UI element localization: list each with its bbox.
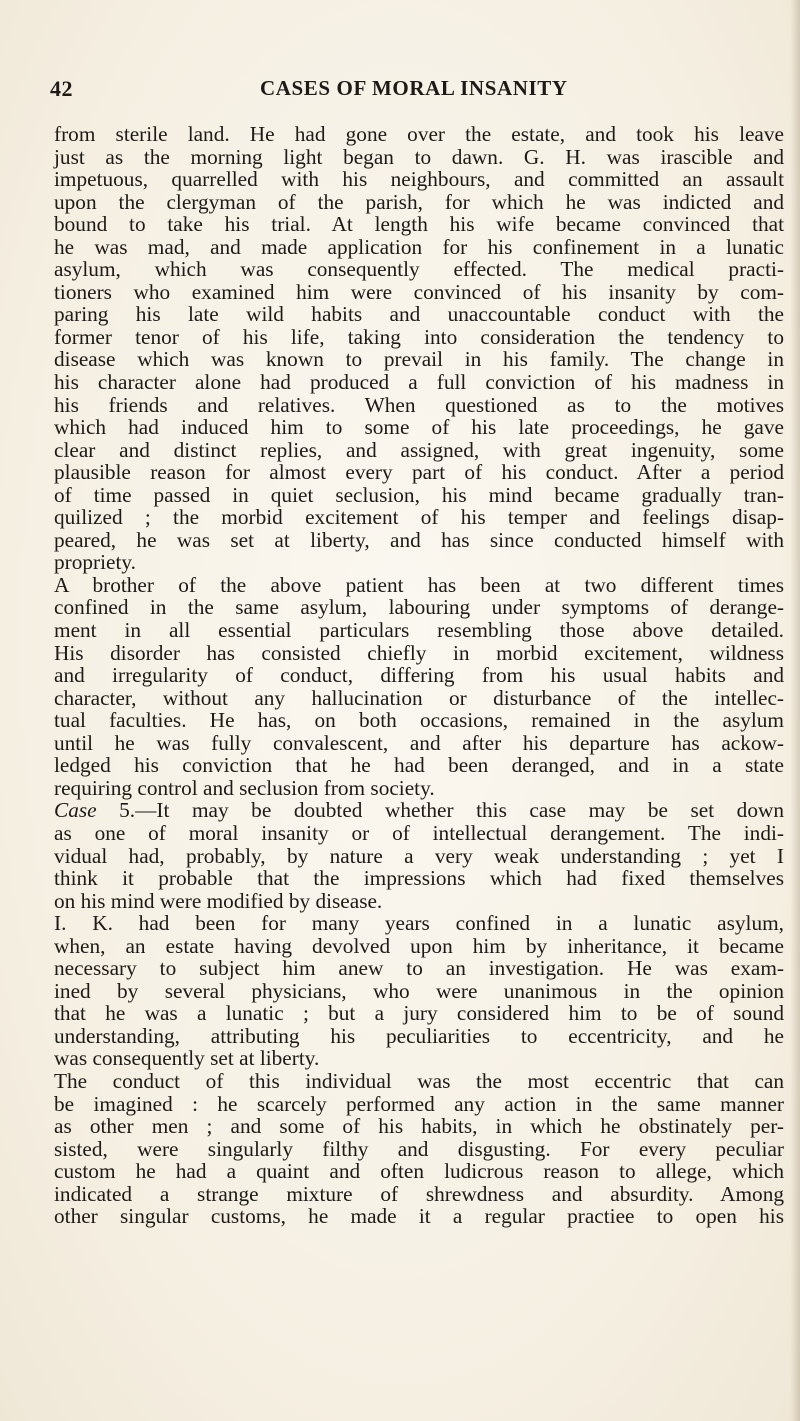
text-line: confined in the same asylum, labouring under symptoms of derange- bbox=[54, 595, 784, 620]
text-line: ment in all essential particulars resembling those above detailed. bbox=[54, 618, 784, 643]
text-line: tual faculties. He has, on both occasions, remained in the asylum bbox=[54, 708, 784, 733]
text-line: of time passed in quiet seclusion, his mind became gradually tran- bbox=[54, 482, 784, 507]
text-line: indicated a strange mixture of shrewdness and absurdity. Among bbox=[54, 1181, 784, 1206]
text-line: as one of moral insanity or of intellectual derangement. The indi- bbox=[54, 820, 784, 845]
text-line: as other men ; and some of his habits, in which he obstinately per- bbox=[54, 1114, 784, 1139]
text-line: just as the morning light began to dawn. G. H. was irascible and bbox=[54, 144, 784, 169]
text-line: custom he had a quaint and often ludicrous reason to allege, which bbox=[54, 1159, 784, 1184]
text-line: ined by several physicians, who were unanimous in the opinion bbox=[54, 978, 784, 1003]
text-line: asylum, which was consequently effected. The medical practi- bbox=[54, 257, 784, 282]
text-line: character, without any hallucination or disturbance of the intellec- bbox=[54, 685, 784, 710]
text-line: impetuous, quarrelled with his neighbours, and committed an assault bbox=[54, 167, 784, 192]
text-line: requiring control and seclusion from society. bbox=[54, 775, 435, 800]
body-text bbox=[54, 123, 784, 1228]
text-line: and irregularity of conduct, differing from his usual habits and bbox=[54, 663, 784, 688]
text-line: when, an estate having devolved upon him by inheritance, it became bbox=[54, 933, 784, 958]
case-label: Case bbox=[54, 798, 97, 823]
text-line: The conduct of this individual was the most eccentric that can bbox=[54, 1068, 784, 1093]
text-line: other singular customs, he made it a regular practiee to open his bbox=[54, 1204, 784, 1229]
text-line-rest: 5.—It may be doubted whether this case may be set down bbox=[96, 798, 784, 823]
text-line: his friends and relatives. When questioned as to the motives bbox=[54, 392, 784, 417]
page-edge-shadow bbox=[790, 0, 800, 1421]
running-head: CASES OF MORAL INSANITY bbox=[260, 76, 568, 100]
text-line: he was mad, and made application for his confinement in a lunatic bbox=[54, 234, 784, 259]
text-line: plausible reason for almost every part of his conduct. After a period bbox=[54, 460, 784, 485]
text-line: peared, he was set at liberty, and has since conducted himself with bbox=[54, 527, 784, 552]
text-line: which had induced him to some of his late proceedings, he gave bbox=[54, 415, 784, 440]
text-line: from sterile land. He had gone over the estate, and took his leave bbox=[54, 122, 784, 146]
text-line: his character alone had produced a full conviction of his madness in bbox=[54, 370, 784, 395]
text-line: propriety. bbox=[54, 550, 137, 575]
text-line: paring his late wild habits and unaccountable conduct with the bbox=[54, 302, 784, 327]
text-line: that he was a lunatic ; but a jury considered him to be of sound bbox=[54, 1001, 784, 1026]
text-line: tioners who examined him were convinced of his insanity by com- bbox=[54, 279, 784, 304]
text-line: bound to take his trial. At length his wife became convinced that bbox=[54, 212, 784, 237]
text-line: disease which was known to prevail in his family. The change in bbox=[54, 347, 784, 372]
text-line: think it probable that the impressions which had fixed themselves bbox=[54, 866, 784, 891]
text-line: A brother of the above patient has been at two different times bbox=[54, 572, 784, 597]
text-line: clear and distinct replies, and assigned, with great ingenuity, some bbox=[54, 437, 784, 462]
text-line: ledged his conviction that he had been deranged, and in a state bbox=[54, 753, 784, 778]
text-line: I. K. had been for many years confined in a lunatic asylum, bbox=[54, 911, 784, 936]
text-line: His disorder has consisted chiefly in morbid excitement, wildness bbox=[54, 640, 784, 665]
text-line: be imagined : he scarcely performed any action in the same manner bbox=[54, 1091, 784, 1116]
text-line: former tenor of his life, taking into consideration the tendency to bbox=[54, 324, 784, 349]
text-line: until he was fully convalescent, and after his departure has ackow- bbox=[54, 730, 784, 755]
text-line: upon the clergyman of the parish, for which he was indicted and bbox=[54, 189, 784, 214]
page-header bbox=[50, 76, 785, 104]
text-line: vidual had, probably, by nature a very weak understanding ; yet I bbox=[54, 843, 784, 868]
text-line: on his mind were modified by disease. bbox=[54, 888, 383, 913]
text-line: sisted, were singularly filthy and disgusting. For every peculiar bbox=[54, 1136, 784, 1161]
text-line: quilized ; the morbid excitement of his temper and feelings disap- bbox=[54, 505, 784, 530]
text-line: necessary to subject him anew to an investigation. He was exam- bbox=[54, 956, 784, 981]
text-line bbox=[54, 799, 784, 822]
text-line: was consequently set at liberty. bbox=[54, 1046, 320, 1071]
page-number: 42 bbox=[50, 76, 73, 101]
text-line: understanding, attributing his peculiarities to eccentricity, and he bbox=[54, 1023, 784, 1048]
